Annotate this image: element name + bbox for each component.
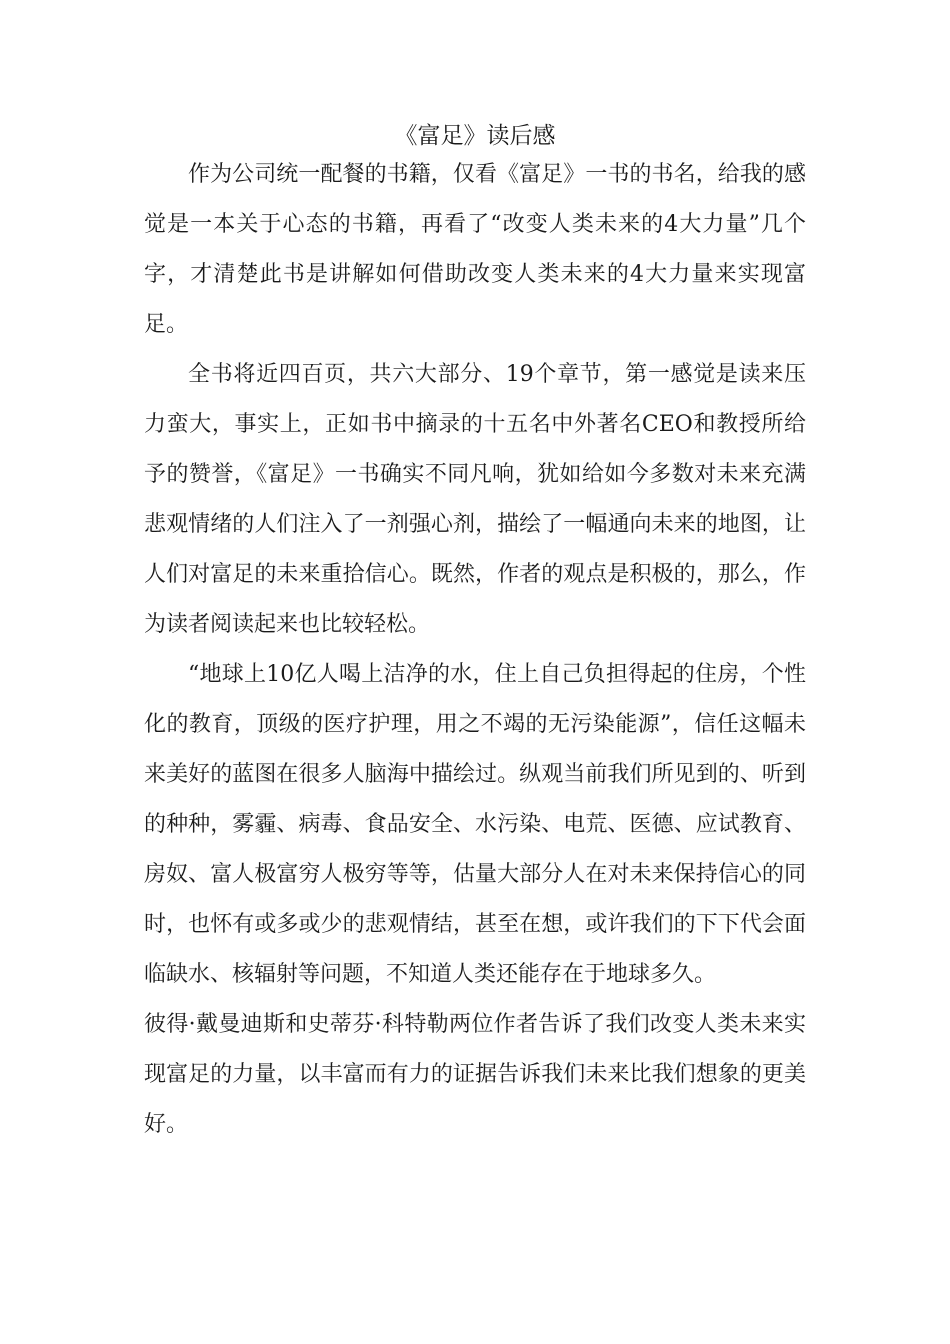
paragraph-1: 作为公司统一配餐的书籍，仅看《富足》一书的书名，给我的感觉是一本关于心态的书籍，再看了“改变人类未来的4大力量”几个字，才清楚此书是讲解如何借助改变人类未来的4大力量来实现富足。 (144, 162, 806, 337)
paragraph-3: “地球上10亿人喝上洁净的水，住上自己负担得起的住房，个性化的教育，顶级的医疗护理，用之不竭的无污染能源”，信任这幅未来美好的蓝图在很多人脑海中描绘过。纵观当前我们所见到的、听到的种种，雾霾、病毒、食品安全、水污染、电荒、医德、应试教育、房奴、富人极富穷人极穷等等，估量大部分人在对未来保持信心的同时，也怀有或多或少的悲观情结，甚至在想，或许我们的下下代会面临缺水、核辐射等问题，不知道人类还能存在于地球多久。 (144, 662, 806, 987)
paragraph-2: 全书将近四百页，共六大部分、19个章节，第一感觉是读来压力蛮大，事实上，正如书中摘录的十五名中外著名CEO和教授所给予的赞誉，《富足》一书确实不同凡响，犹如给如今多数对未来充满悲观情绪的人们注入了一剂强心剂，描绘了一幅通向未来的地图，让人们对富足的未来重拾信心。既然，作者的观点是积极的，那么，作为读者阅读起来也比较轻松。 (144, 362, 806, 637)
paragraph-4: 彼得·戴曼迪斯和史蒂芬·科特勒两位作者告诉了我们改变人类未来实现富足的力量，以丰富而有力的证据告诉我们未来比我们想象的更美好。 (144, 1012, 806, 1137)
document-title: 《富足》读后感 (394, 123, 556, 149)
document-body (144, 150, 806, 1150)
